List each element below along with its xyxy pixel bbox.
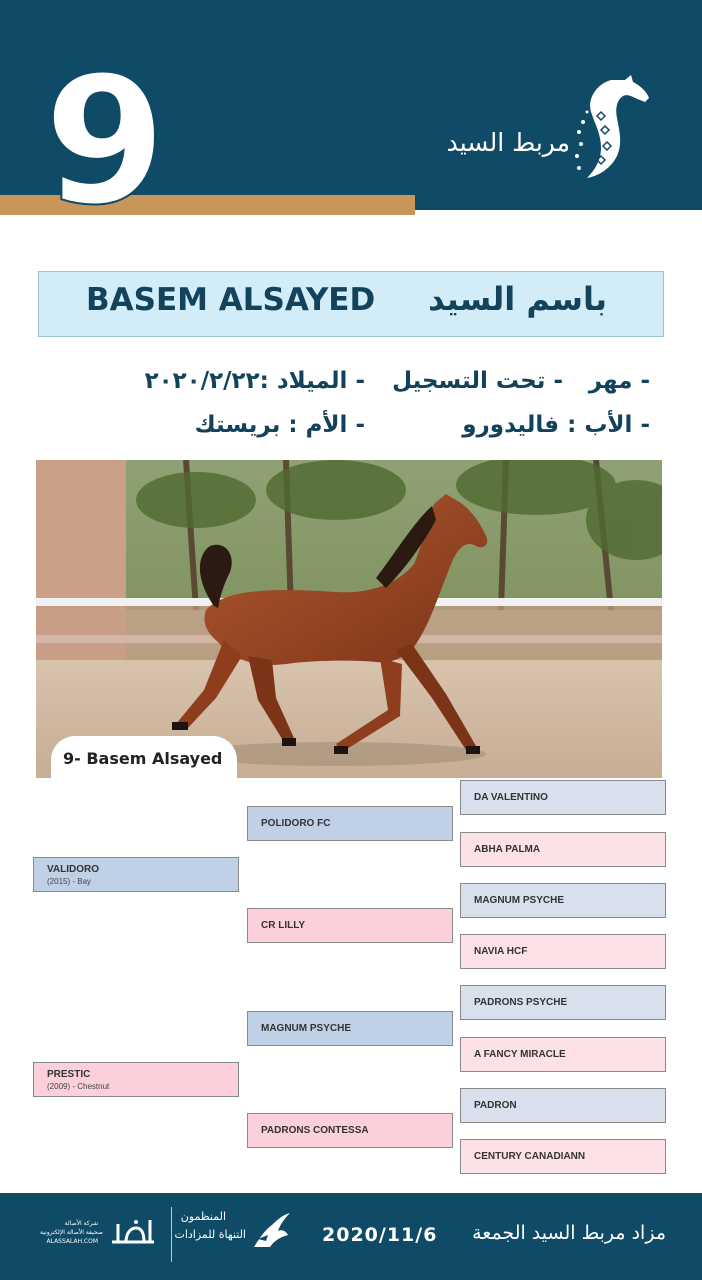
pedigree-great-grandparent: DA VALENTINO: [460, 780, 666, 815]
brand-name: مربط السيد: [446, 128, 570, 157]
horse-photo: [36, 460, 662, 778]
pedigree-great-grandparent: CENTURY CANADIANN: [460, 1139, 666, 1174]
pedigree-grandparent: POLIDORO FC: [247, 806, 453, 841]
birth-date: - الميلاد :٢٠٢٠/٢/٢٢: [144, 368, 365, 394]
registration-status: - تحت التسجيل: [392, 368, 563, 394]
photo-caption: 9- Basem Alsayed: [51, 736, 237, 786]
pedigree-detail: (2015) - Bay: [47, 877, 92, 886]
pedigree-name: VALIDORO: [47, 864, 100, 875]
footer-divider: [171, 1207, 172, 1262]
pedigree-grandparent: MAGNUM PSYCHE: [247, 1011, 453, 1046]
auction-date: 2020/11/6: [322, 1224, 438, 1246]
organizer-name: التنهاة للمزادات: [174, 1228, 246, 1241]
sire-line: - الأب : فاليدورو: [462, 412, 650, 438]
auction-label: مزاد مربط السيد الجمعة: [472, 1222, 666, 1244]
pedigree-great-grandparent: MAGNUM PSYCHE: [460, 883, 666, 918]
dam-line: - الأم : بريستك: [194, 412, 365, 438]
partner-line1: شركة الأصالة: [64, 1220, 98, 1227]
horse-head-logo-icon: [565, 72, 655, 187]
pedigree-sire: [33, 857, 239, 892]
horse-name-english: BASEM ALSAYED: [86, 282, 376, 318]
organizer-logo-icon: [248, 1207, 294, 1253]
pedigree-great-grandparent: A FANCY MIRACLE: [460, 1037, 666, 1072]
partner-logo-icon: [108, 1214, 158, 1248]
pedigree-great-grandparent: PADRONS PSYCHE: [460, 985, 666, 1020]
lot-number: 9: [43, 39, 167, 244]
pedigree-great-grandparent: PADRON: [460, 1088, 666, 1123]
pedigree-name: PRESTIC: [47, 1069, 91, 1080]
horse-sex: - مهر: [588, 368, 650, 394]
partner-line2: صحيفة الأصالة الإلكترونية: [40, 1229, 103, 1236]
organizer-label: المنظمون: [180, 1210, 226, 1223]
pedigree-great-grandparent: NAVIA HCF: [460, 934, 666, 969]
pedigree-grandparent: CR LILLY: [247, 908, 453, 943]
pedigree-grandparent: PADRONS CONTESSA: [247, 1113, 453, 1148]
partner-url: ALASSALAH.COM: [46, 1238, 98, 1245]
pedigree-great-grandparent: ABHA PALMA: [460, 832, 666, 867]
pedigree-dam: [33, 1062, 239, 1097]
horse-name-arabic: باسم السيد: [428, 280, 607, 318]
pedigree-detail: (2009) - Chestnut: [47, 1082, 110, 1091]
